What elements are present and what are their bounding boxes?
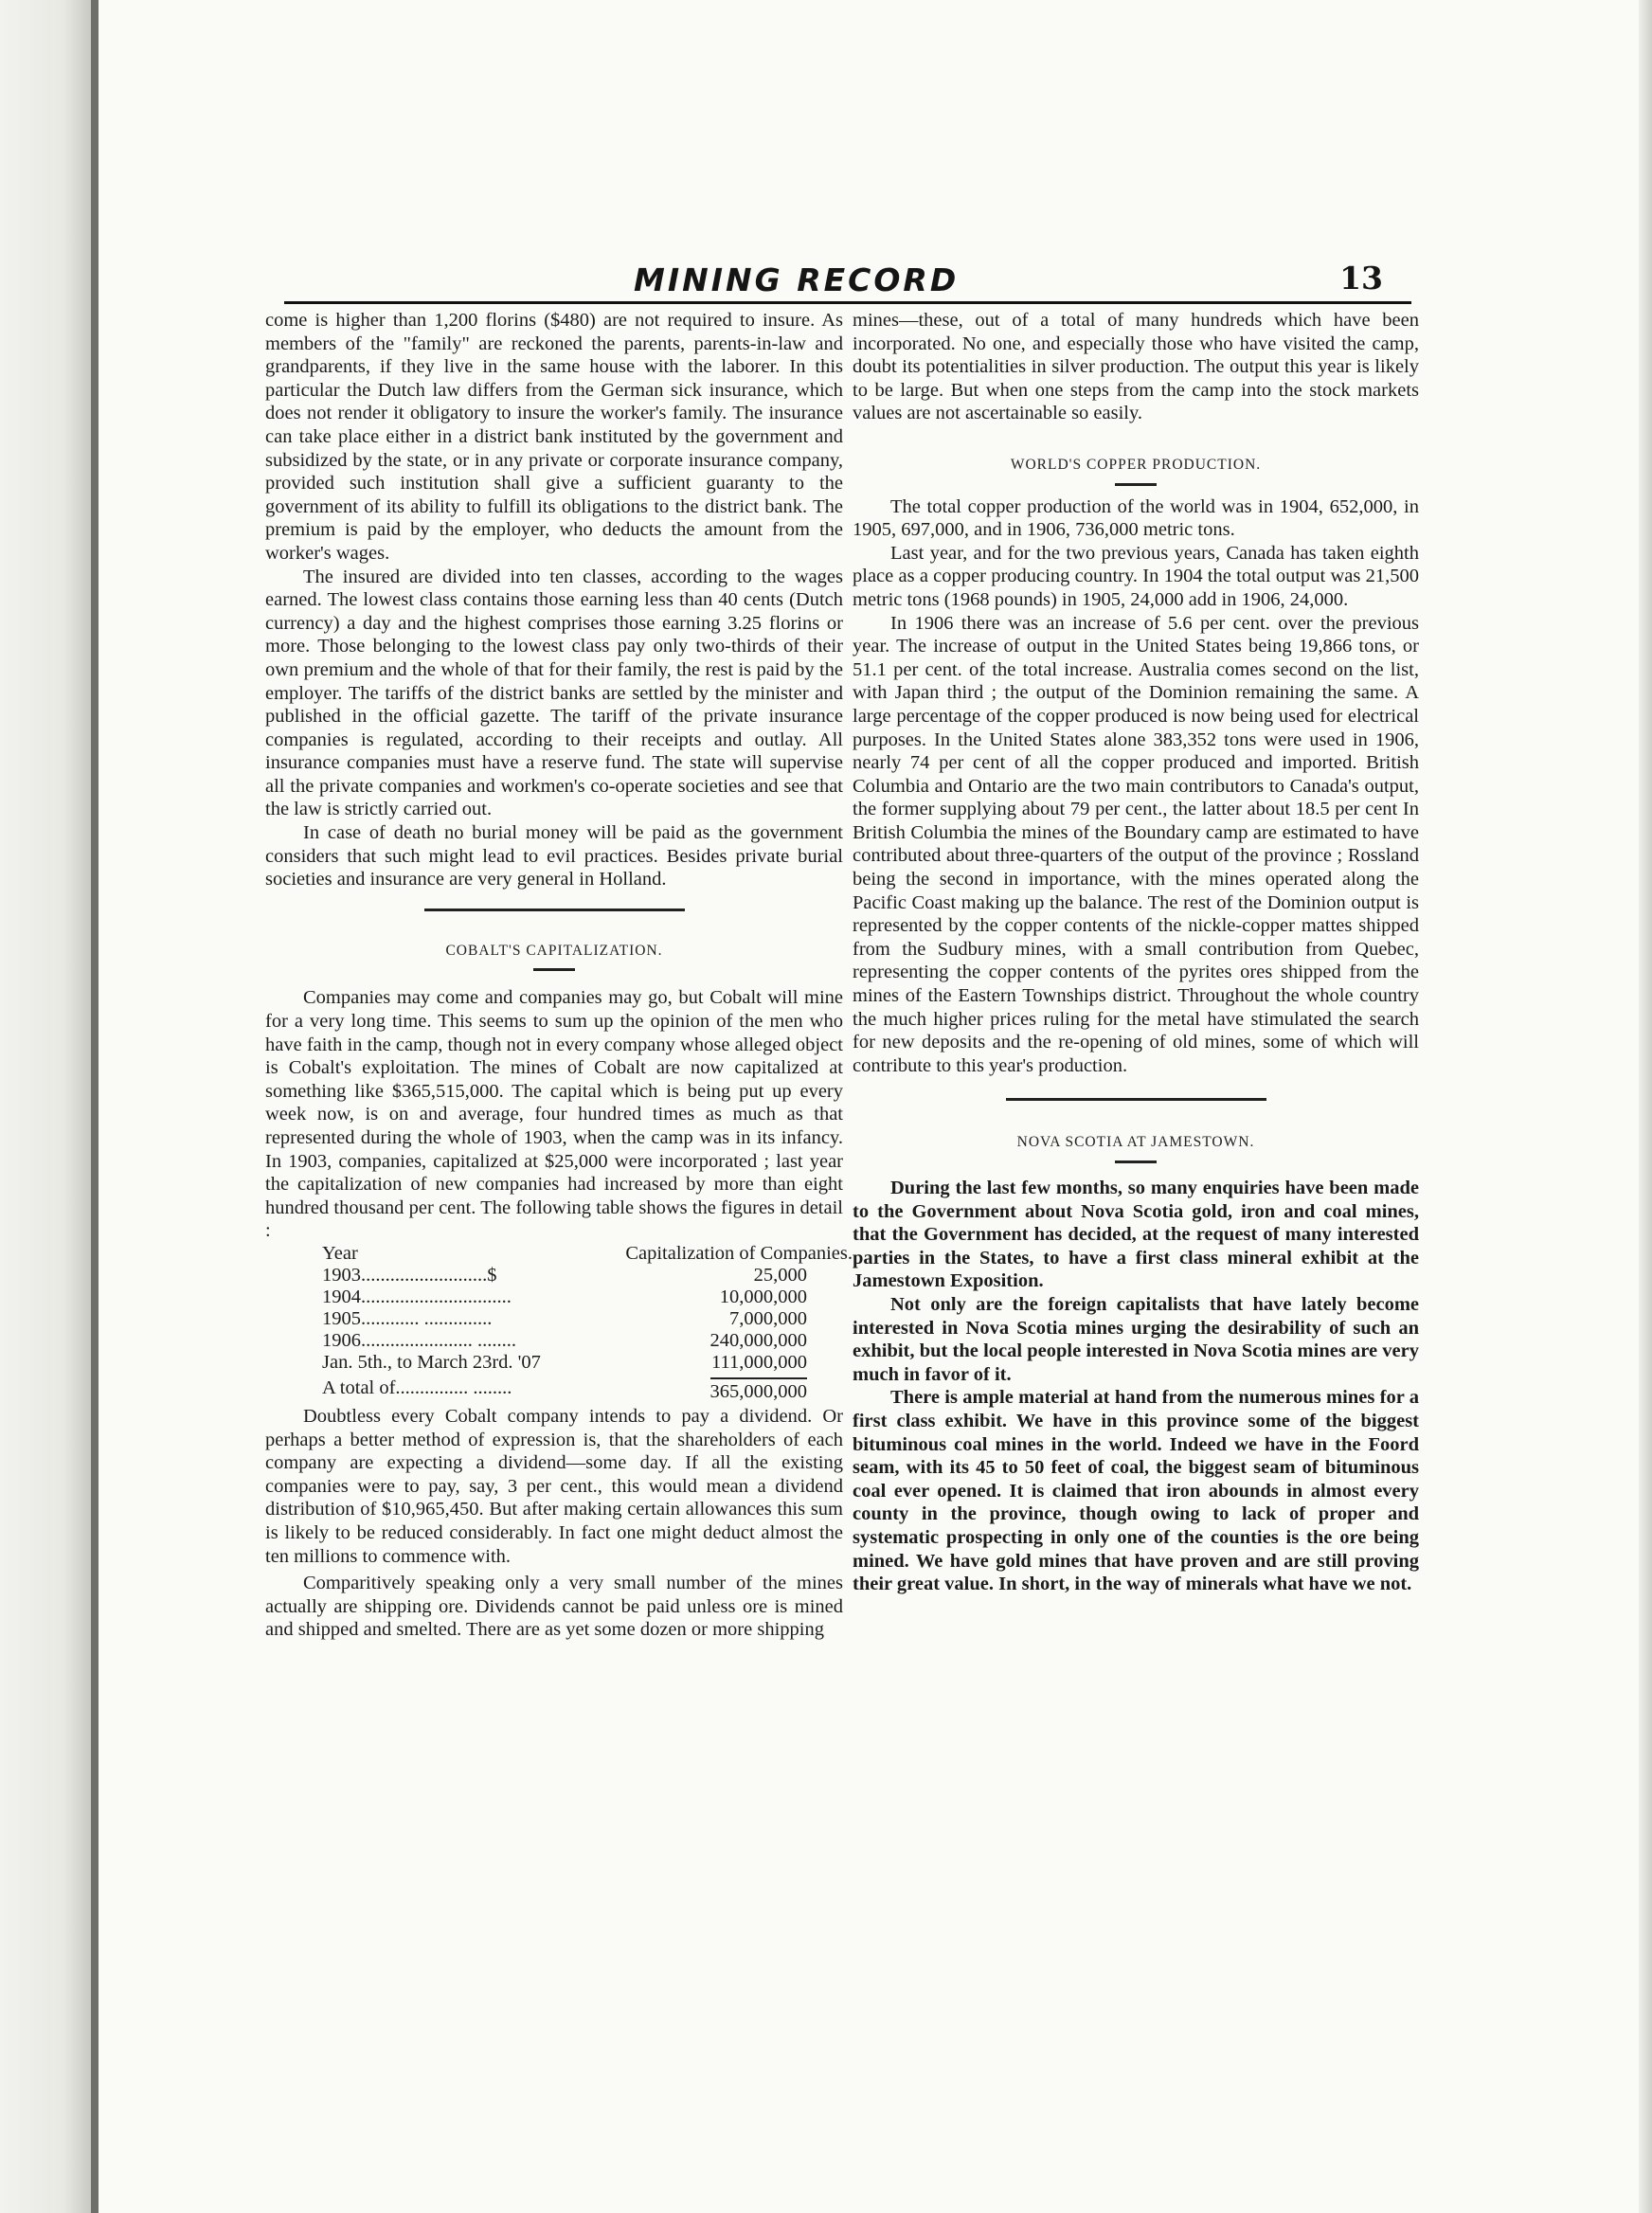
- table-row: [322, 1286, 853, 1308]
- nova-scotia-paragraph-1: During the last few months, so many enquiries have been made to the Government about Nova Scotia gold, iron and coal mines, that the Government has decided, at the request of many interested parties in the States, to have a first class mineral exhibit at the Jamestown Exposition.: [853, 1178, 1419, 1292]
- table-header-row: [322, 1243, 853, 1265]
- table-total-row: [322, 1374, 853, 1403]
- table-row: [322, 1352, 853, 1374]
- table-header-year: Year: [322, 1242, 358, 1264]
- copper-paragraph-3: In 1906 there was an increase of 5.6 per cent. over the previous year. The increase of output in the United States being 19,866 tons, or 51.1 per cent. of the total increase. Australia comes second on the list, with Japan third ; the output of the Dominion remaining the same. A large percentage of the copper produced is now being used for electrical purposes. In the United States alone 383,352 tons were used in 1906, nearly 74 per cent of all the copper produced and imported. British Columbia and Ontario are the two main contributors to Canada's output, the former supplying about 79 per cent., the latter about 18.5 per cent In British Columbia the mines of the Boundary camp are estimated to have contributed about three-quarters of the output of the province ; Rossland being the second in importance, with the mines operated along the Pacific Coast making up the balance. The rest of the Dominion output is represented by the copper contents of the nickle-copper mattes shipped from the Sudbury mines, with a small contribution from Quebec, representing the copper contents of the pyrites ores shipped from the mines of the Eastern Townships district. Throughout the whole country the much higher prices ruling for the metal have stimulated the search for new deposits and the re-opening of old mines, some of which will contribute to this year's production.: [853, 612, 1419, 1076]
- table-row: [322, 1308, 853, 1330]
- table-row: [322, 1330, 853, 1352]
- cobalt-section-heading: COBALT'S CAPITALIZATION.: [445, 942, 663, 959]
- cobalt-paragraph-1: Companies may come and companies may go, but Cobalt will mine for a very long time. This seems to sum up the opinion of the men who have faith in the camp, though not in every company whose alleged object is Cobalt's exploitation. The mines of Cobalt are now capitalized at something like $365,515,000. The capital which is being put up every week now, is on and average, four hundred times as much as that represented during the whole of 1903, when the camp was in its infancy. In 1903, companies, capitalized at $25,000 were incorporated ; last year the capitalization of new companies had increased by more than eight hundred thousand per cent. The following table shows the figures in detail :: [265, 987, 843, 1242]
- nova-scotia-paragraph-3: There is ample material at hand from the numerous mines for a first class exhibit. We have in this province some of the biggest bituminous coal mines in the world. Indeed we have in the Foord seam, with its 45 to 50 feet of coal, the biggest seam of bituminous coal ever opened. It is claimed that iron abounds in almost every county in the province, though owing to lack of proper and systematic prospecting in only one of the counties is the ore being mined. We have gold mines that have proven and are still proving their great value. In short, in the way of minerals what have we not.: [853, 1387, 1419, 1595]
- section-divider: [1006, 1098, 1266, 1101]
- table-total-cell: [583, 1374, 853, 1403]
- table-cell-year: 1906....................... ........: [322, 1329, 516, 1351]
- copper-paragraph-2: Last year, and for the two previous years, Canada has taken eighth place as a copper producing country. In 1904 the total output was 21,500 metric tons (1968 pounds) in 1905, 24,000 add in 1906, 24,000.: [853, 542, 1419, 610]
- table-cell-year: 1905............ ..............: [322, 1307, 493, 1329]
- left-column: [265, 309, 853, 1642]
- publication-title: MINING RECORD: [634, 261, 960, 298]
- page-number: 13: [1339, 260, 1383, 297]
- dutch-insurance-paragraph-1: come is higher than 1,200 florins ($480) are not required to insure. As members of the "family" are reckoned the parents, parents-in-law and grandparents, if they live in the same house with the laborer. In this particular the Dutch law differs from the German sick insurance, which does not render it obligatory to insure the worker's family. The insurance can take place either in a district bank instituted by the government and subsidized by the state, or in any private or corporate insurance company, provided such institution shall give a sufficient guaranty to the government of its ability to fulfill its obligations to the district bank. The premium is paid by the employer, who deducts the amount from the worker's wages.: [265, 310, 843, 564]
- table-total-amount: 365,000,000: [710, 1377, 808, 1403]
- heading-underline: [1115, 1160, 1157, 1163]
- table-cell-amount: 111,000,000: [711, 1351, 807, 1373]
- nova-scotia-section-heading: NOVA SCOTIA AT JAMESTOWN.: [1016, 1134, 1255, 1151]
- cobalt-paragraph-2: Doubtless every Cobalt company intends to pay a dividend. Or perhaps a better method of expression is, that the shareholders of each company are expecting a dividend—some day. If all the existing companies were to pay, say, 3 per cent., this would mean a dividend distribution of $10,965,450. But after making certain allowances this sum is likely to be reduced considerably. In fact one might deduct almost the ten millions to commence with.: [265, 1405, 843, 1567]
- right-column: [853, 309, 1419, 1596]
- copper-paragraph-1: The total copper production of the world was in 1904, 652,000, in 1905, 697,000, and in 1906, 736,000 metric tons.: [853, 495, 1419, 541]
- section-divider: [424, 909, 685, 911]
- table-cell-amount: 240,000,000: [709, 1329, 807, 1351]
- table-cell-year: Jan. 5th., to March 23rd. '07: [322, 1351, 541, 1373]
- dutch-insurance-paragraph-2: The insured are divided into ten classes, according to the wages earned. The lowest class contains those earning less than 40 cents (Dutch currency) a day and the highest comprises those earning 3.25 florins or more. Those belonging to the lowest class pay only two-thirds of their own premium and the whole of that for their family, the rest is paid by the employer. The tariffs of the district banks are settled by the minister and published in the official gazette. The tariff of the private insurance companies is regulated, according to their receipts and outlay. All insurance companies must have a reserve fund. The state will supervise all the private companies and workmen's co-operate societies and see that the law is strictly carried out.: [265, 566, 843, 820]
- heading-underline: [533, 968, 575, 971]
- table-header-capitalization: Capitalization of Companies.: [625, 1242, 853, 1264]
- table-cell-amount: 7,000,000: [729, 1307, 807, 1329]
- table-cell-year: 1903..........................$: [322, 1264, 497, 1286]
- table-cell-amount: 25,000: [753, 1264, 807, 1286]
- table-row: [322, 1265, 853, 1286]
- table-cell-year: 1904...............................: [322, 1286, 512, 1307]
- page-right-edge: [1639, 0, 1652, 2213]
- heading-underline: [1115, 483, 1157, 486]
- copper-section-heading: WORLD'S COPPER PRODUCTION.: [1010, 456, 1262, 473]
- table-total-label: A total of............... ........: [322, 1376, 512, 1398]
- nova-scotia-paragraph-2: Not only are the foreign capitalists that have lately become interested in Nova Scotia mines urging the desirability of such an exhibit, but the local people interested in Nova Scotia mines are very much in favor of it.: [853, 1293, 1419, 1385]
- adjacent-page-edge: [0, 0, 91, 2213]
- cobalt-paragraph-3: Comparitively speaking only a very small number of the mines actually are shipping ore. Dividends cannot be paid unless ore is mined and shipped and smelted. There are as yet some dozen or more shipping: [265, 1573, 843, 1641]
- capitalization-table: [322, 1243, 853, 1403]
- table-cell-amount: 10,000,000: [719, 1286, 807, 1307]
- cobalt-paragraph-continued: mines—these, out of a total of many hundreds which have been incorporated. No one, and especially those who have visited the camp, doubt its potentialities in silver production. The output this year is likely to be large. But when one steps from the camp into the stock markets values are not ascertainable so easily.: [853, 310, 1419, 424]
- dutch-insurance-paragraph-3: In case of death no burial money will be paid as the government considers that such might lead to evil practices. Besides private burial societies and insurance are very general in Holland.: [265, 822, 843, 891]
- running-header: [284, 261, 1411, 304]
